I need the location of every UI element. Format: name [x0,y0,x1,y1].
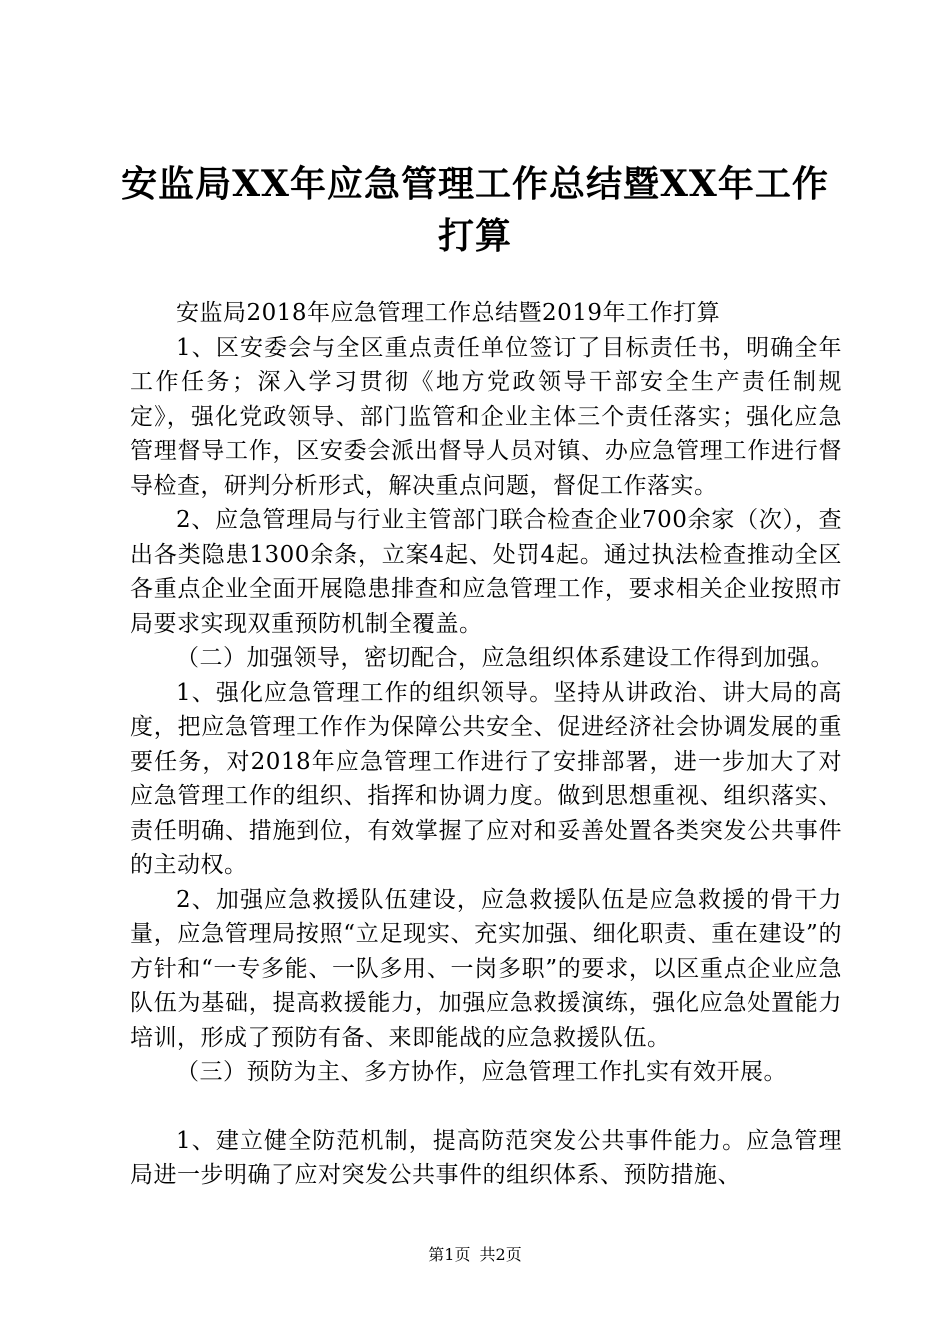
section-heading: （二）加强领导，密切配合，应急组织体系建设工作得到加强。 [176,645,834,671]
body-paragraph: 1、区安委会与全区重点责任单位签订了目标责任书，明确全年工作任务；深入学习贯彻《地方党政领导干部安全生产责任制规定》，强化党政领导、部门监管和企业主体三个责任落实；强化应急管理督导工作，区安委会派出督导人员对镇、办应急管理工作进行督导检查，研判分析形式，解决重点问题，督促工作落实。 [130,334,842,499]
body-paragraph: 1、强化应急管理工作的组织领导。坚持从讲政治、讲大局的高度，把应急管理工作作为保障公共安全、促进经济社会协调发展的重要任务，对2018年应急管理工作进行了安排部署，进一步加大了对应急管理工作的组织、指挥和协调力度。做到思想重视、组织落实、责任明确、措施到位，有效掌握了应对和妥善处置各类突发公共事件的主动权。 [130,679,842,878]
page-footer [0,1245,950,1265]
body-paragraph: 2、加强应急救援队伍建设，应急救援队伍是应急救援的骨干力量，应急管理局按照“立足现实、充实加强、细化职责、重在建设”的方针和“一专多能、一队多用、一岗多职”的要求，以区重点企业应急队伍为基础，提高救援能力，加强应急救援演练，强化应急处置能力培训，形成了预防有备、来即能战的应急救援队伍。 [130,886,842,1051]
document-body [130,296,842,1193]
body-paragraph: 2、应急管理局与行业主管部门联合检查企业700余家（次），查出各类隐患1300余条，立案4起、处罚4起。通过执法检查推动全区各重点企业全面开展隐患排查和应急管理工作，要求相关企业按照市局要求实现双重预防机制全覆盖。 [130,507,842,637]
page-number: 第1页 [428,1245,471,1264]
section-heading: （三）预防为主、多方协作，应急管理工作扎实有效开展。 [176,1059,787,1085]
body-paragraph: 1、建立健全防范机制，提高防范突发公共事件能力。应急管理局进一步明确了应对突发公共事件的组织体系、预防措施、 [130,1127,842,1188]
subtitle-paragraph: 安监局2018年应急管理工作总结暨2019年工作打算 [176,300,721,326]
page-total: 共2页 [479,1245,522,1264]
document-title: 安监局XX年应急管理工作总结暨XX年工作打算 [121,163,829,257]
